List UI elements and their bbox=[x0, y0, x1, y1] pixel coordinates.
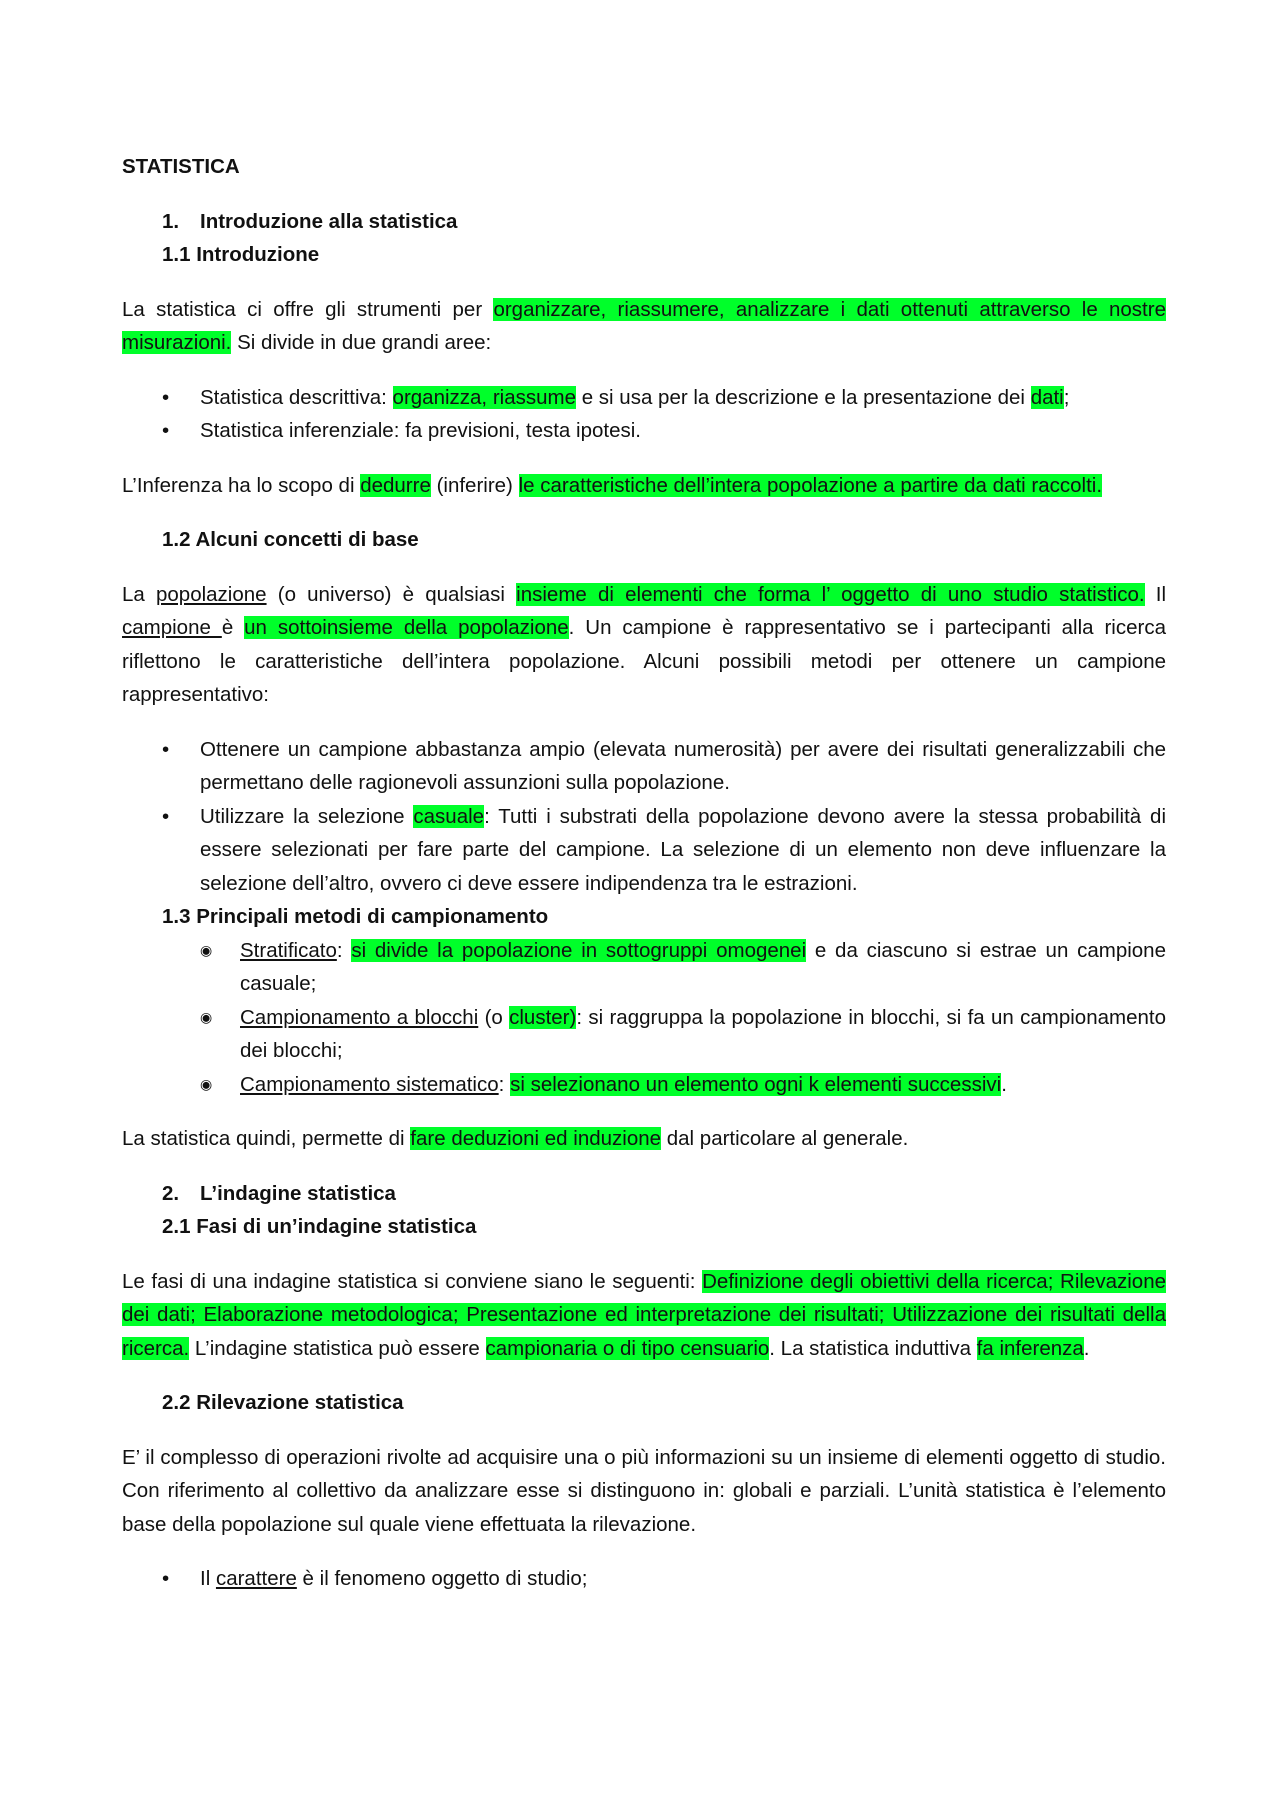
text-run: : Tutti i substrati della popolazione devono avere la stessa probabilità di essere selezionati per fare parte del campione. La selezione di un elemento non deve influenzare la selezione dell’altro, ovvero ci deve essere indipendenza tra le estrazioni. bbox=[200, 804, 1166, 895]
list-item bbox=[122, 800, 1166, 901]
bullet-icon: ◉ bbox=[200, 941, 213, 958]
text-run: L’Inferenza ha lo scopo di bbox=[122, 473, 361, 497]
heading-number: 1.3 bbox=[162, 905, 191, 928]
text-run: e da ciascuno si estrae un campione casuale; bbox=[240, 938, 1166, 995]
paragraph-intro bbox=[122, 293, 1166, 360]
text-run: (o bbox=[478, 1005, 510, 1029]
text-run: : si raggruppa la popolazione in blocchi, si fa un campionamento dei blocchi; bbox=[240, 1005, 1166, 1062]
heading-label: Fasi di un’indagine statistica bbox=[196, 1215, 477, 1238]
text-run: Le fasi di una indagine statistica si conviene siano le seguenti: bbox=[122, 1269, 703, 1293]
highlight: insieme di elementi che forma l’ oggetto di uno studio statistico. bbox=[516, 582, 1145, 606]
text-run: e si usa per la descrizione e la presentazione dei bbox=[576, 385, 1031, 409]
highlight: cluster) bbox=[509, 1005, 577, 1029]
text-run: ; bbox=[1063, 385, 1070, 409]
heading-label: Principali metodi di campionamento bbox=[196, 905, 549, 928]
text-run: : bbox=[336, 938, 352, 962]
text-run: (inferire) bbox=[430, 473, 519, 497]
heading-label: Introduzione alla statistica bbox=[200, 209, 458, 233]
underlined-term: carattere bbox=[215, 1567, 297, 1590]
heading-2-1 bbox=[122, 1210, 1166, 1244]
highlight: un sottoinsieme della popolazione bbox=[244, 616, 569, 639]
list-item bbox=[122, 733, 1166, 800]
underlined-term: Campionamento sistematico bbox=[240, 1072, 499, 1096]
text-run: L’indagine statistica può essere bbox=[189, 1336, 486, 1360]
sub-list-sampling bbox=[122, 934, 1166, 1102]
text-run: E’ il complesso di operazioni rivolte ad acquisire una o più informazioni su un insieme di elementi oggetto di studio. Con riferimento al collettivo da analizzare esse si distinguono in: globali e parziali. L’unità statistica è l’elemento base della popolazione sul quale viene effettuata la rilevazione. bbox=[122, 1445, 1166, 1536]
paragraph-deduzioni bbox=[122, 1122, 1166, 1156]
highlight: organizza, riassume bbox=[392, 385, 576, 409]
highlight: casuale bbox=[413, 804, 485, 828]
bullet-icon: • bbox=[162, 1567, 170, 1590]
bullet-list-carattere bbox=[122, 1562, 1166, 1596]
text-run: . bbox=[1001, 1072, 1007, 1096]
document-title: STATISTICA bbox=[122, 155, 240, 178]
heading-label: Introduzione bbox=[196, 243, 320, 266]
text-run: : bbox=[498, 1072, 511, 1096]
list-item bbox=[122, 1562, 1166, 1596]
highlight: dedurre bbox=[360, 473, 431, 497]
list-item bbox=[122, 1001, 1166, 1068]
document-page bbox=[122, 150, 1166, 1617]
text-run: Statistica inferenziale: fa previsioni, testa ipotesi. bbox=[200, 419, 641, 442]
text-run: Statistica descrittiva: bbox=[200, 385, 393, 409]
text-run: è il fenomeno oggetto di studio; bbox=[296, 1567, 588, 1590]
text-run: La statistica quindi, permette di bbox=[122, 1127, 411, 1150]
highlight: organizzare, riassumere, analizzare i dati ottenuti attraverso le nostre misurazioni. bbox=[122, 297, 1166, 354]
text-run: Ottenere un campione abbastanza ampio (elevata numerosità) per avere dei risultati generalizzabili che permettano delle ragionevoli assunzioni sulla popolazione. bbox=[200, 737, 1166, 794]
bullet-icon: • bbox=[162, 737, 170, 761]
text-run: La statistica ci offre gli strumenti per bbox=[122, 297, 494, 321]
heading-number: 2.2 bbox=[162, 1391, 191, 1414]
heading-label: L’indagine statistica bbox=[200, 1181, 396, 1205]
list-item bbox=[122, 934, 1166, 1001]
bullet-list-areas bbox=[122, 381, 1166, 448]
heading-label: Rilevazione statistica bbox=[196, 1391, 404, 1414]
text-run: Utilizzare la selezione bbox=[200, 804, 414, 828]
bullet-icon: • bbox=[162, 419, 170, 442]
underlined-term: Campionamento a blocchi bbox=[240, 1005, 479, 1029]
heading-number: 2.1 bbox=[162, 1215, 191, 1238]
underlined-term: Stratificato bbox=[240, 938, 337, 962]
text-run: Si divide in due grandi aree: bbox=[231, 331, 492, 354]
highlight: Definizione degli obiettivi della ricerca; Rilevazione dei dati; Elaborazione metodologica; Presentazione ed interpretazione dei risultati; Utilizzazione dei risultati della ricerca. bbox=[122, 1269, 1166, 1360]
heading-number: 1.1 bbox=[162, 243, 191, 266]
heading-2 bbox=[122, 1177, 1166, 1211]
bullet-icon: ◉ bbox=[200, 1008, 213, 1025]
bullet-icon: • bbox=[162, 385, 170, 409]
highlight: campionaria o di tipo censuario bbox=[485, 1336, 770, 1360]
bullet-icon: ◉ bbox=[200, 1075, 213, 1092]
text-run: . bbox=[1083, 1336, 1090, 1360]
heading-number: 1. bbox=[162, 209, 180, 233]
text-run: Il bbox=[1144, 582, 1166, 606]
bullet-icon: • bbox=[162, 804, 170, 828]
paragraph-inferenza bbox=[122, 469, 1166, 503]
bullet-list-methods bbox=[122, 733, 1166, 901]
heading-1 bbox=[122, 205, 1166, 239]
text-run: Il bbox=[200, 1567, 216, 1590]
heading-number: 2. bbox=[162, 1181, 180, 1205]
list-item bbox=[122, 381, 1166, 415]
highlight: fare deduzioni ed induzione bbox=[410, 1127, 662, 1150]
highlight: le caratteristiche dell’intera popolazione a partire da dati raccolti. bbox=[518, 473, 1103, 497]
heading-1-3 bbox=[122, 900, 1166, 934]
text-run: . La statistica induttiva bbox=[769, 1336, 977, 1360]
paragraph-rilevazione bbox=[122, 1441, 1166, 1542]
highlight: si divide la popolazione in sottogruppi omogenei bbox=[351, 938, 807, 962]
highlight: dati bbox=[1030, 385, 1064, 409]
text-run: La bbox=[122, 582, 156, 606]
paragraph-popolazione bbox=[122, 578, 1166, 712]
underlined-term: popolazione bbox=[155, 582, 267, 606]
highlight: fa inferenza bbox=[976, 1336, 1084, 1360]
heading-number: 1.2 bbox=[162, 528, 191, 551]
underlined-term: campione bbox=[122, 616, 222, 639]
text-run: dal particolare al generale. bbox=[661, 1127, 909, 1150]
heading-1-1 bbox=[122, 238, 1166, 272]
text-run: . Un campione è rappresentativo se i partecipanti alla ricerca riflettono le caratteristiche dell’intera popolazione. Alcuni possibili metodi per ottenere un campione rappresentativo: bbox=[122, 616, 1166, 706]
list-item bbox=[122, 1068, 1166, 1102]
heading-1-2 bbox=[122, 523, 1166, 557]
heading-label: Alcuni concetti di base bbox=[195, 528, 419, 551]
list-item bbox=[122, 414, 1166, 448]
highlight: si selezionano un elemento ogni k elementi successivi bbox=[510, 1072, 1002, 1096]
paragraph-fasi bbox=[122, 1265, 1166, 1366]
text-run: (o universo) è qualsiasi bbox=[266, 582, 517, 606]
heading-2-2 bbox=[122, 1386, 1166, 1420]
text-run: è bbox=[221, 616, 245, 639]
